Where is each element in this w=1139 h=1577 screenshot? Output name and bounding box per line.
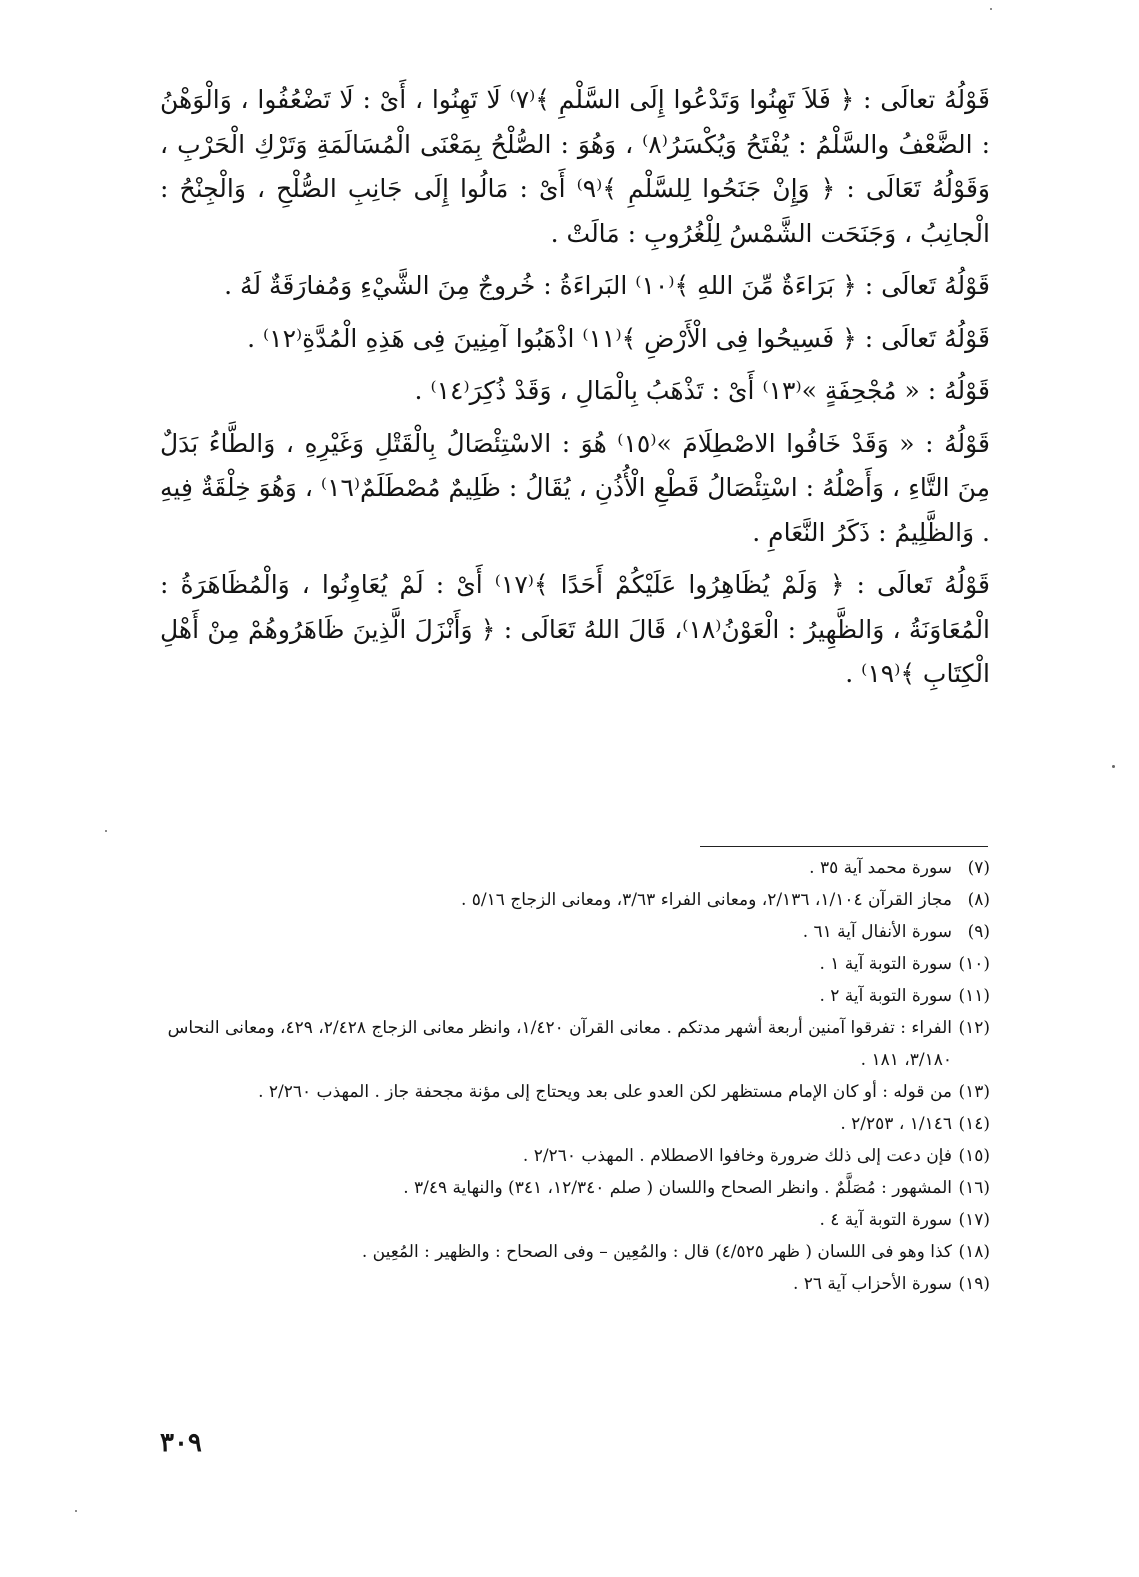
footnote-text: من قوله : أو كان الإمام مستظهر لكن العدو على بعد ويحتاج إلى مؤنة مجحفة جاز . المهذب ٢/٢٦٠ .: [258, 1082, 952, 1102]
footnote-text: سورة الأنفال آية ٦١ .: [802, 922, 952, 942]
main-text: [160, 78, 990, 697]
footnote-number: (١٨): [958, 1242, 990, 1262]
footnote: [160, 916, 990, 948]
footnote: [160, 852, 990, 884]
paragraph: قَوْلُهُ تَعالَى : ﴿ بَرَاءَةٌ مِّنَ اللهِ ﴾⁽١٠⁾ البَراءَةُ : خُروجٌ مِنَ الشَّيْءِ وَمُفارَقَةٌ لَهُ .: [224, 271, 990, 300]
footnote-number: (١٥): [958, 1146, 990, 1166]
footnote: [160, 884, 990, 916]
scan-speck: [105, 830, 107, 832]
footnote-number: (١٢): [958, 1018, 990, 1038]
paragraph: قَوْلُهُ : « وَقَدْ خَافُوا الاصْطِلَامَ »⁽١٥⁾ هُوَ : الاسْتِئْصَالُ بِالْقَتْلِ وَغَيْرِهِ ، وَالطَّاءُ بَدَلٌ مِنَ التَّاءِ ، وَأَصْلُهُ : اسْتِئْصَالُ قَطْعِ الْأُذُنِ ، يُقَالُ : ظَلِيمٌ مُصْطَلَمٌ⁽١٦⁾ ، وَهُوَ خِلْقَةٌ فِيهِ . وَالظَّلِيمُ : ذَكَرُ النَّعَامِ .: [160, 428, 990, 547]
footnote-divider: [700, 846, 988, 847]
page-number: ٣٠٩: [160, 1428, 202, 1458]
footnote-text: المشهور : مُصَلَّمٌ . وانظر الصحاح واللسان ( صلم ١٢/٣٤٠، ٣٤١) والنهاية ٣/٤٩ .: [403, 1178, 952, 1198]
paragraph: قَوْلُهُ تَعالَى : ﴿ وَلَمْ يُظَاهِرُوا عَلَيْكُمْ أَحَدًا ﴾⁽١٧⁾ أَىْ : لَمْ يُعَاوِنُوا ، وَالْمُظَاهَرَةُ : الْمُعَاوَنَةُ ، وَالظَّهِيرُ : الْعَوْنُ⁽١٨⁾، قَالَ اللهُ تَعَالَى : ﴿ وَأَنْزَلَ الَّذِينَ ظَاهَرُوهُمْ مِنْ أَهْلِ الْكِتَابِ ﴾⁽١٩⁾ .: [160, 570, 991, 688]
footnote-number: (٨): [967, 890, 990, 910]
footnote-text: سورة التوبة آية ٤ .: [819, 1210, 952, 1230]
footnote-number: (١٦): [958, 1178, 990, 1198]
footnote-text: سورة الأحزاب آية ٢٦ .: [792, 1274, 952, 1294]
footnote-text: سورة التوبة آية ٢ .: [819, 986, 952, 1006]
footnote-number: (١٧): [958, 1210, 990, 1230]
footnote: [160, 1172, 990, 1204]
paragraph: قَوْلُهُ : « مُجْحِفَةٍ »⁽١٣⁾ أَىْ : تَذْهَبُ بِالْمَالِ ، وَقَدْ ذُكِرَ⁽١٤⁾ .: [414, 376, 990, 405]
footnote: [160, 1236, 990, 1268]
footnote: [160, 1076, 990, 1108]
footnote: [160, 1012, 990, 1076]
paragraph: قَوْلُهُ تَعالَى : ﴿ فَسِيحُوا فِى الْأَرْضِ ﴾⁽١١⁾ اذْهَبُوا آمِنِينَ فِى هَذِهِ الْمُدَّةِ⁽١٢⁾ .: [247, 323, 990, 353]
footnotes: [160, 852, 990, 1300]
footnote-number: (١٩): [958, 1274, 990, 1294]
footnote: [160, 1204, 990, 1236]
scan-speck: [1112, 765, 1115, 768]
scan-speck: [75, 1510, 77, 1512]
footnote-text: ١/١٤٦ ، ٢/٢٥٣ .: [840, 1114, 952, 1134]
scan-speck: [990, 8, 992, 10]
footnote-text: مجاز القرآن ١/١٠٤، ٢/١٣٦، ومعانى الفراء ٣/٦٣، ومعانى الزجاج ٥/١٦ .: [460, 890, 952, 910]
footnote-number: (١٠): [958, 954, 990, 974]
footnote-text: سورة محمد آية ٣٥ .: [809, 858, 952, 878]
footnote-text: كذا وهو فى اللسان ( ظهر ٤/٥٢٥) قال : والمُعِين – وفى الصحاح : والظهير : المُعِين .: [361, 1242, 952, 1262]
paragraph: قَوْلُهُ تعالَى : ﴿ فَلاَ تَهِنُوا وَتَدْعُوا إِلَى السَّلْمِ ﴾⁽٧⁾ لَا تَهِنُوا ، أَىْ : لَا تَضْعُفُوا ، وَالْوَهْنُ : الضَّعْفُ والسَّلْمُ : يُفْتَحُ وَيُكْسَرُ⁽٨⁾ ، وَهُوَ : الصُّلْحُ بِمَعْنَى الْمُسَالَمَةِ وَتَرْكِ الْحَرْبِ ، وَقَوْلُهُ تَعَالَى : ﴿ وَإِنْ جَنَحُوا لِلسَّلْمِ ﴾⁽٩⁾ أَىْ : مَالُوا إِلَى جَانِبِ الصُّلْحِ ، وَالْجِنْحُ : الْجانِبُ ، وَجَنَحَت الشَّمْسُ لِلْغُرُوبِ : مَالَتْ .: [160, 85, 990, 248]
footnote-number: (٩): [967, 922, 990, 942]
footnote-number: (١٤): [958, 1114, 990, 1134]
footnote: [160, 948, 990, 980]
footnote-number: (٧): [967, 858, 990, 878]
footnote-number: (١١): [958, 986, 990, 1006]
footnote-number: (١٣): [958, 1082, 990, 1102]
footnote: [160, 1268, 990, 1300]
footnote: [160, 1108, 990, 1140]
footnote-text: الفراء : تفرقوا آمنين أربعة أشهر مدتكم . معانى القرآن ١/٤٢٠، وانظر معانى الزجاج ٢/٤٢٨، ٤٢٩، ومعانى النحاس ٣/١٨٠، ١٨١ .: [167, 1018, 952, 1070]
footnote-text: سورة التوبة آية ١ .: [819, 954, 952, 974]
footnote: [160, 980, 990, 1012]
footnote: [160, 1140, 990, 1172]
footnote-text: فإن دعت إلى ذلك ضرورة وخافوا الاصطلام . المهذب ٢/٢٦٠ .: [522, 1146, 952, 1166]
